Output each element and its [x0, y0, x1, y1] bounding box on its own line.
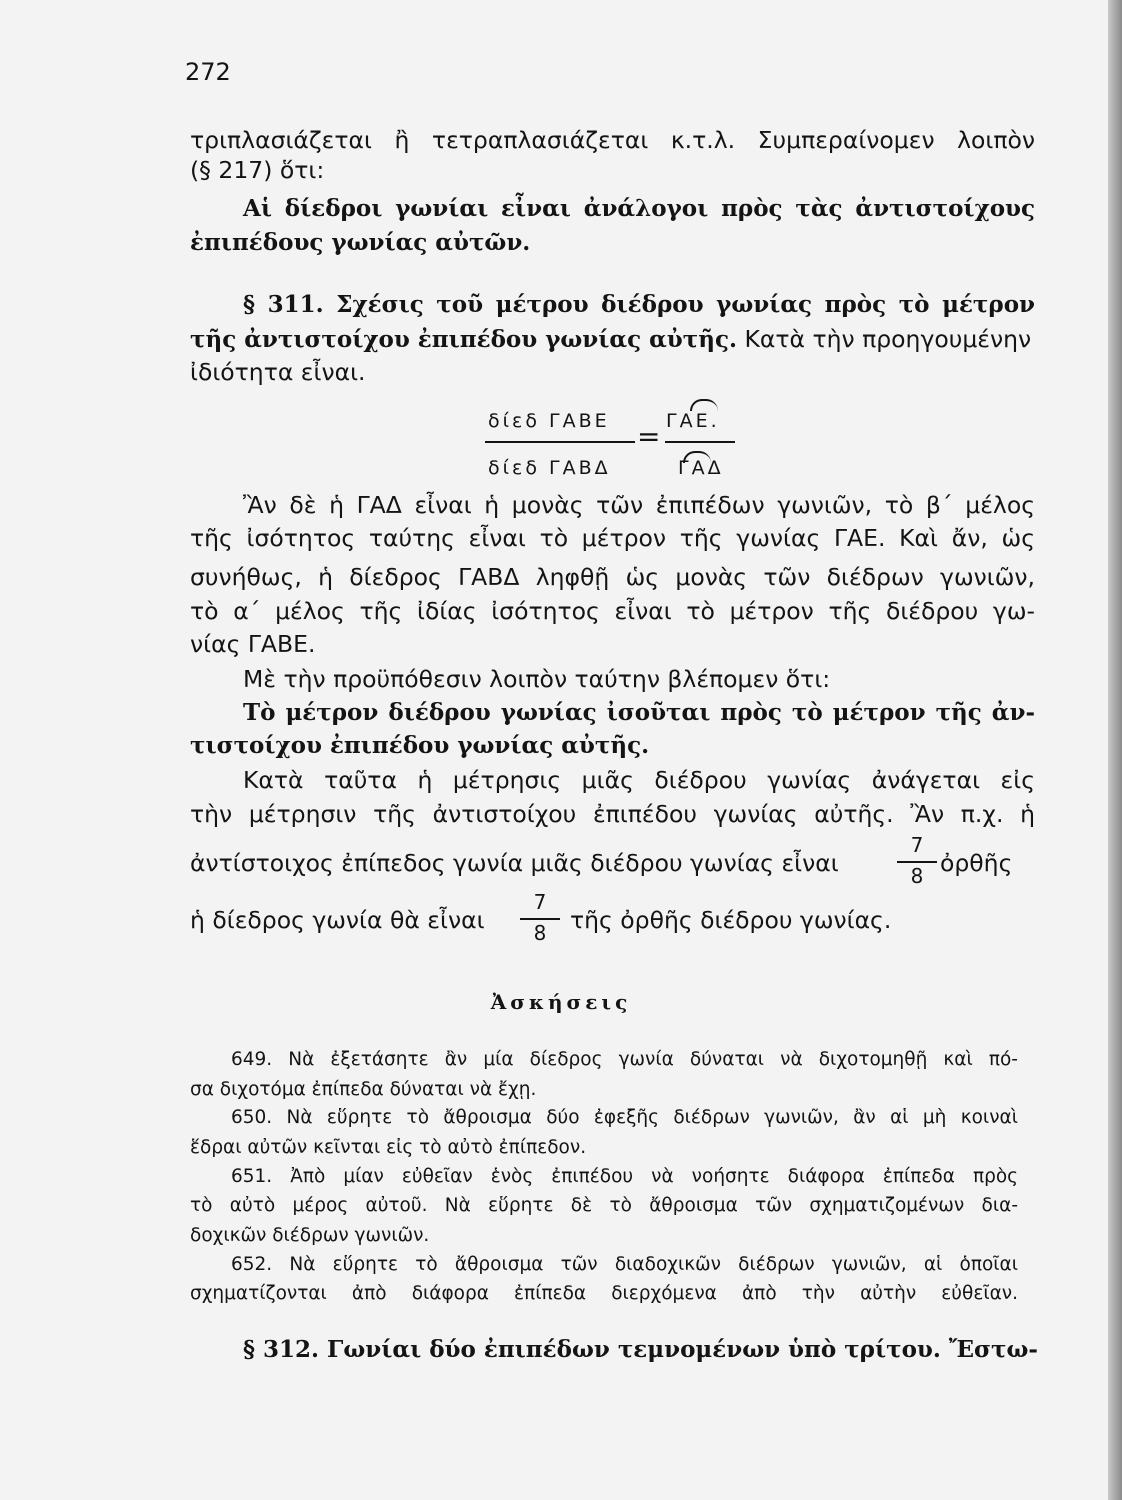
formula-denominator-angle: ΓΑΔ — [678, 457, 724, 479]
text-line-17: τὴν μέτρησιν τῆς ἀντιστοίχου ἐπιπέδου γωνίας αὐτῆς. Ἂν π.χ. ἡ — [190, 800, 1035, 828]
exercise-line: 649. Νὰ ἐξετάσητε ἂν μία δίεδρος γωνία δύναται νὰ διχοτομηθῇ καὶ πό- — [231, 1049, 1018, 1070]
exercise-line: σα διχοτόμα ἐπίπεδα δύναται νὰ ἔχῃ. — [190, 1079, 537, 1100]
text-line-13: Μὲ τὴν προϋπόθεσιν λοιπὸν ταύτην βλέπομεν ὅτι: — [243, 665, 831, 693]
text-line-19a: ἡ δίεδρος γωνία θὰ εἶναι — [190, 906, 485, 934]
fraction-bar — [897, 861, 937, 863]
text-line-8: Ἂν δὲ ἡ ΓΑΔ εἶναι ἡ μονὰς τῶν ἐπιπέδων γωνιῶν, τὸ β΄ μέλος — [243, 491, 1035, 519]
section-312-heading: § 312. Γωνίαι δύο ἐπιπέδων τεμνομένων ὑπὸ τρίτου. Ἔστω- — [243, 1336, 1038, 1363]
angle-hat-mark — [690, 399, 718, 411]
formula-numerator: δίεδ ΓΑΒΕ — [488, 410, 610, 432]
page-spine-edge — [1108, 0, 1122, 1500]
page-number: 272 — [185, 58, 231, 86]
fraction-numerator: 7 — [533, 890, 547, 914]
text-line-16: Κατὰ ταῦτα ἡ μέτρησις μιᾶς διέδρου γωνίας ἀνάγεται εἰς — [243, 766, 1035, 794]
text-line-6-rest: Κατὰ τὴν προηγουμένην — [744, 325, 1032, 353]
text-line-11: τὸ α΄ μέλος τῆς ἰδίας ἰσότητος εἶναι τὸ μέτρον τῆς διέδρου γω- — [190, 597, 1035, 625]
exercise-line: 650. Νὰ εὕρητε τὸ ἄθροισμα δύο ἐφεξῆς διέδρων γωνιῶν, ἂν αἱ μὴ κοιναὶ — [231, 1107, 1018, 1128]
theorem-2-line-1: Τὸ μέτρον διέδρου γωνίας ἰσοῦται πρὸς τὸ μέτρον τῆς ἀν- — [243, 699, 1035, 726]
exercises-heading: Ἀσκήσεις — [490, 990, 632, 1014]
formula-denominator: δίεδ ΓΑΒΔ — [488, 457, 611, 479]
fraction-rule-right — [665, 441, 735, 443]
text-line-2: (§ 217) ὅτι: — [190, 156, 325, 184]
section-311-heading: § 311. Σχέσις τοῦ μέτρου διέδρου γωνίας πρὸς τὸ μέτρον — [243, 291, 1035, 318]
section-311-heading-cont: τῆς ἀντιστοίχου ἐπιπέδου γωνίας αὐτῆς. — [190, 326, 737, 353]
text-line-9: τῆς ἰσότητος ταύτης εἶναι τὸ μέτρον τῆς γωνίας ΓΑΕ. Καὶ ἄν, ὡς — [190, 524, 1035, 552]
exercise-line: τὸ αὐτὸ μέρος αὐτοῦ. Νὰ εὕρητε δὲ τὸ ἄθροισμα τῶν σχηματιζομένων δια- — [190, 1195, 1018, 1216]
text-line-1: τριπλασιάζεται ἢ τετραπλασιάζεται κ.τ.λ. Συμπεραίνομεν λοιπὸν — [190, 126, 1035, 154]
theorem-line-2: ἐπιπέδους γωνίας αὐτῶν. — [190, 229, 531, 256]
exercise-line: 652. Νὰ εὕρητε τὸ ἄθροισμα τῶν διαδοχικῶν διέδρων γωνιῶν, αἱ ὁποῖαι — [231, 1254, 1018, 1275]
exercise-line: δοχικῶν διέδρων γωνιῶν. — [190, 1225, 430, 1246]
text-line-12: νίας ΓΑΒΕ. — [190, 630, 316, 658]
theorem-line-1: Αἱ δίεδροι γωνίαι εἶναι ἀνάλογοι πρὸς τὰς ἀντιστοίχους — [243, 195, 1035, 222]
text-line-18b: ὀρθῆς — [940, 849, 1013, 877]
fraction-bar — [520, 918, 560, 920]
exercise-line: σχηματίζονται ἀπὸ διάφορα ἐπίπεδα διερχόμενα ἀπὸ τὴν αὐτὴν εὐθεῖαν. — [190, 1283, 1018, 1304]
text-line-6 — [190, 324, 1035, 355]
fraction-numerator: 7 — [910, 833, 924, 857]
exercise-line: ἕδραι αὐτῶν κεῖνται εἰς τὸ αὐτὸ ἐπίπεδον. — [190, 1137, 587, 1158]
text-line-19b: τῆς ὀρθῆς διέδρου γωνίας. — [570, 906, 892, 934]
equals-sign: = — [637, 420, 661, 453]
fraction-denominator: 8 — [533, 921, 547, 945]
fraction-denominator: 8 — [910, 864, 924, 888]
text-line-18a: ἀντίστοιχος ἐπίπεδος γωνία μιᾶς διέδρου γωνίας εἶναι — [190, 849, 839, 877]
text-line-10: συνήθως, ἡ δίεδρος ΓΑΒΔ ληφθῇ ὡς μονὰς τῶν διέδρων γωνιῶν, — [190, 563, 1035, 591]
theorem-2-line-2: τιστοίχου ἐπιπέδου γωνίας αὐτῆς. — [190, 732, 650, 759]
exercise-line: 651. Ἀπὸ μίαν εὐθεῖαν ἑνὸς ἐπιπέδου νὰ νοήσητε διάφορα ἐπίπεδα πρὸς — [231, 1166, 1018, 1187]
text-line-7: ἰδιότητα εἶναι. — [190, 358, 366, 386]
formula-numerator-angle: ΓΑΕ. — [666, 410, 720, 432]
fraction-rule-left — [485, 441, 635, 443]
